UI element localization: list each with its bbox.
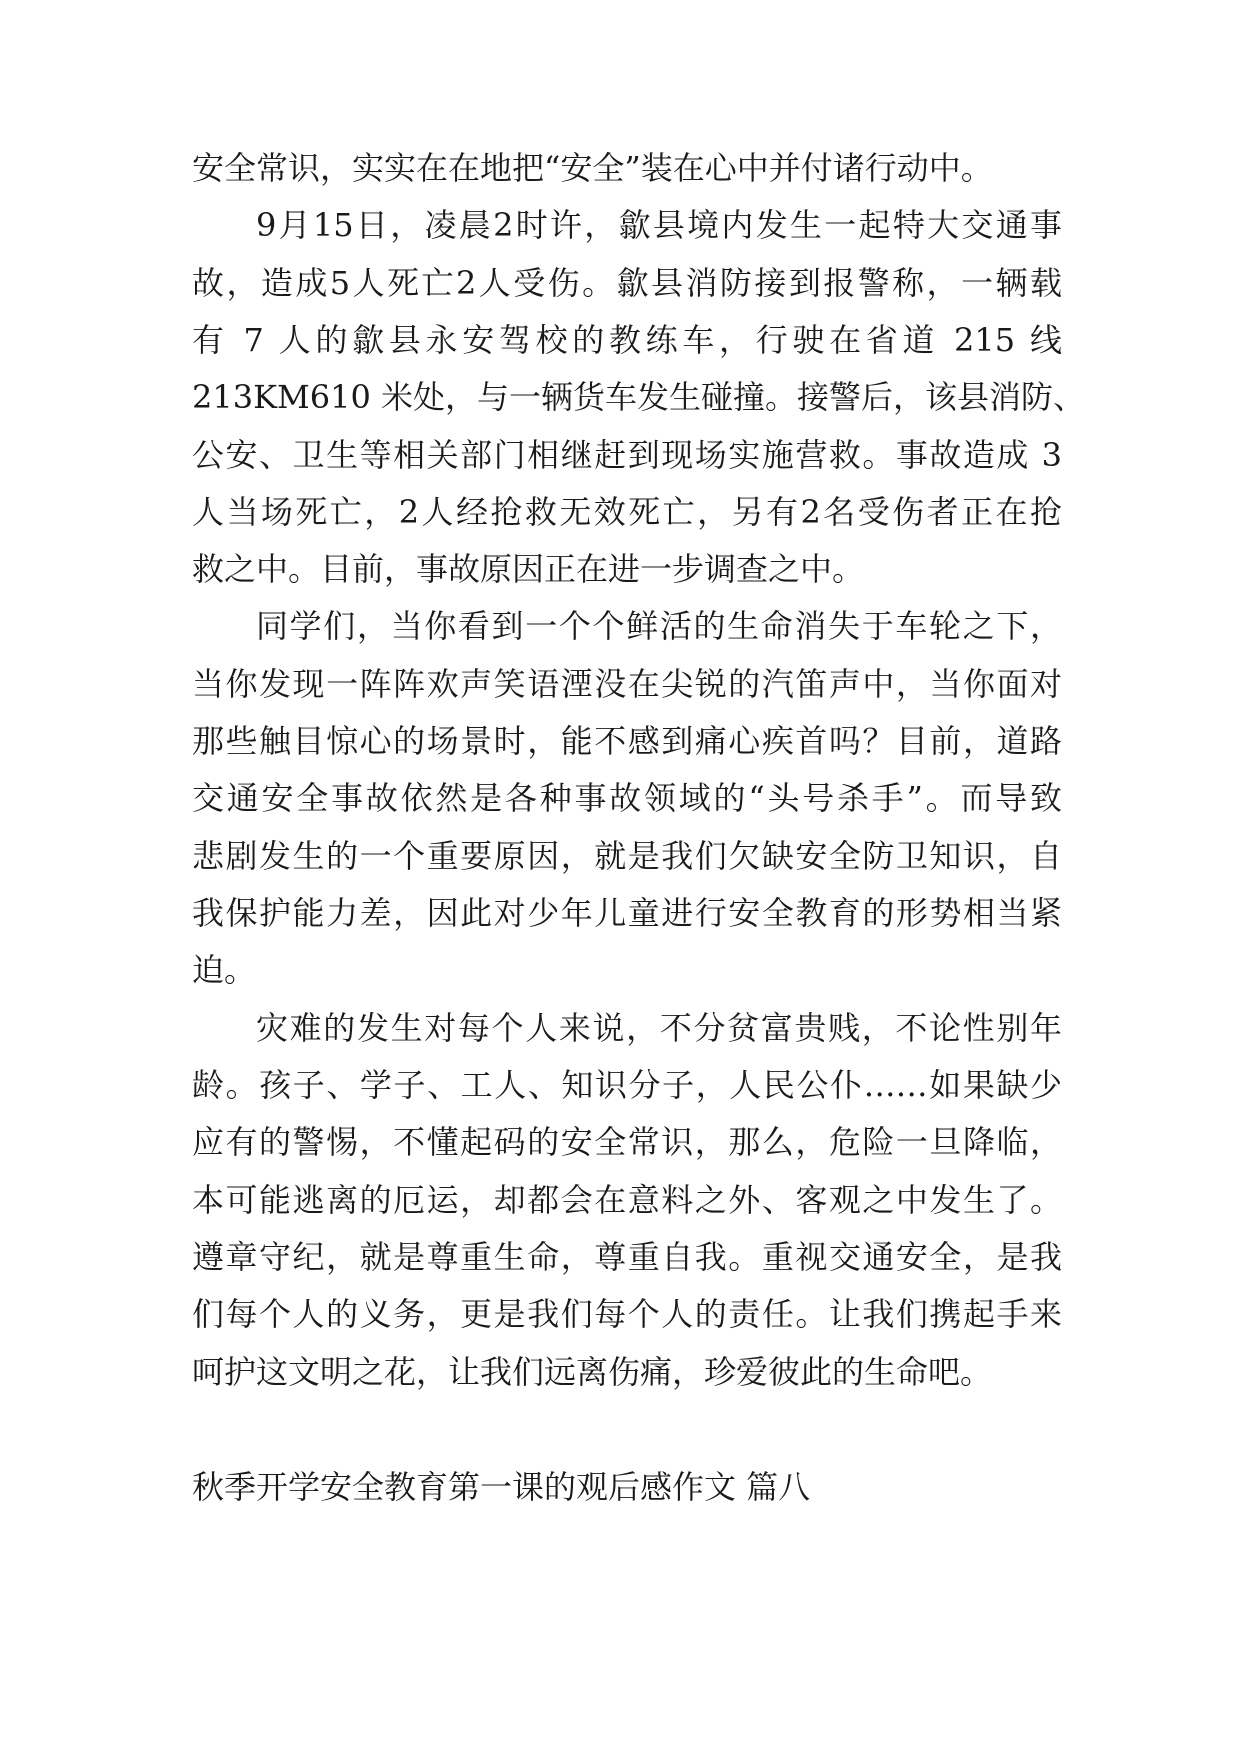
body-line: 交通安全事故依然是各种事故领域的“头号杀手”。而导致 bbox=[192, 779, 1062, 817]
body-line: 9月15日，凌晨2时许，歙县境内发生一起特大交通事 bbox=[256, 206, 1062, 244]
body-line: 安全常识，实实在在地把“安全”装在心中并付诸行动中。 bbox=[192, 149, 993, 187]
body-line: 遵章守纪，就是尊重生命，尊重自我。重视交通安全，是我 bbox=[192, 1238, 1062, 1276]
body-line: 本可能逃离的厄运，却都会在意料之外、客观之中发生了。 bbox=[192, 1181, 1062, 1219]
body-line: 我保护能力差，因此对少年儿童进行安全教育的形势相当紧 bbox=[192, 894, 1062, 932]
body-line: 悲剧发生的一个重要原因，就是我们欠缺安全防卫知识，自 bbox=[192, 837, 1062, 875]
body-line: 应有的警惕，不懂起码的安全常识，那么，危险一旦降临， bbox=[192, 1123, 1062, 1161]
body-line: 呵护这文明之花，让我们远离伤痛，珍爱彼此的生命吧。 bbox=[192, 1353, 993, 1391]
body-line: 213KM610 米处，与一辆货车发生碰撞。接警后，该县消防、 bbox=[192, 378, 1086, 416]
body-line: 那些触目惊心的场景时，能不感到痛心疾首吗？目前，道路 bbox=[192, 722, 1062, 760]
body-line: 迫。 bbox=[192, 951, 257, 989]
body-line: 有 7 人的歙县永安驾校的教练车，行驶在省道 215 线 bbox=[192, 321, 1062, 359]
body-line: 当你发现一阵阵欢声笑语湮没在尖锐的汽笛声中，当你面对 bbox=[192, 665, 1062, 703]
body-line: 灾难的发生对每个人来说，不分贫富贵贱，不论性别年 bbox=[256, 1009, 1062, 1047]
body-line: 公安、卫生等相关部门相继赶到现场实施营救。事故造成 3 bbox=[192, 436, 1062, 474]
body-line: 故，造成5人死亡2人受伤。歙县消防接到报警称，一辆载 bbox=[192, 264, 1062, 302]
body-line: 人当场死亡，2人经抢救无效死亡，另有2名受伤者正在抢 bbox=[192, 493, 1062, 531]
body-line: 们每个人的义务，更是我们每个人的责任。让我们携起手来 bbox=[192, 1295, 1062, 1333]
body-line: 救之中。目前，事故原因正在进一步调查之中。 bbox=[192, 550, 865, 588]
body-line: 同学们，当你看到一个个鲜活的生命消失于车轮之下， bbox=[256, 607, 1062, 645]
body-line: 龄。孩子、学子、工人、知识分子，人民公仆……如果缺少 bbox=[192, 1066, 1062, 1104]
section-heading: 秋季开学安全教育第一课的观后感作文 篇八 bbox=[192, 1468, 811, 1506]
